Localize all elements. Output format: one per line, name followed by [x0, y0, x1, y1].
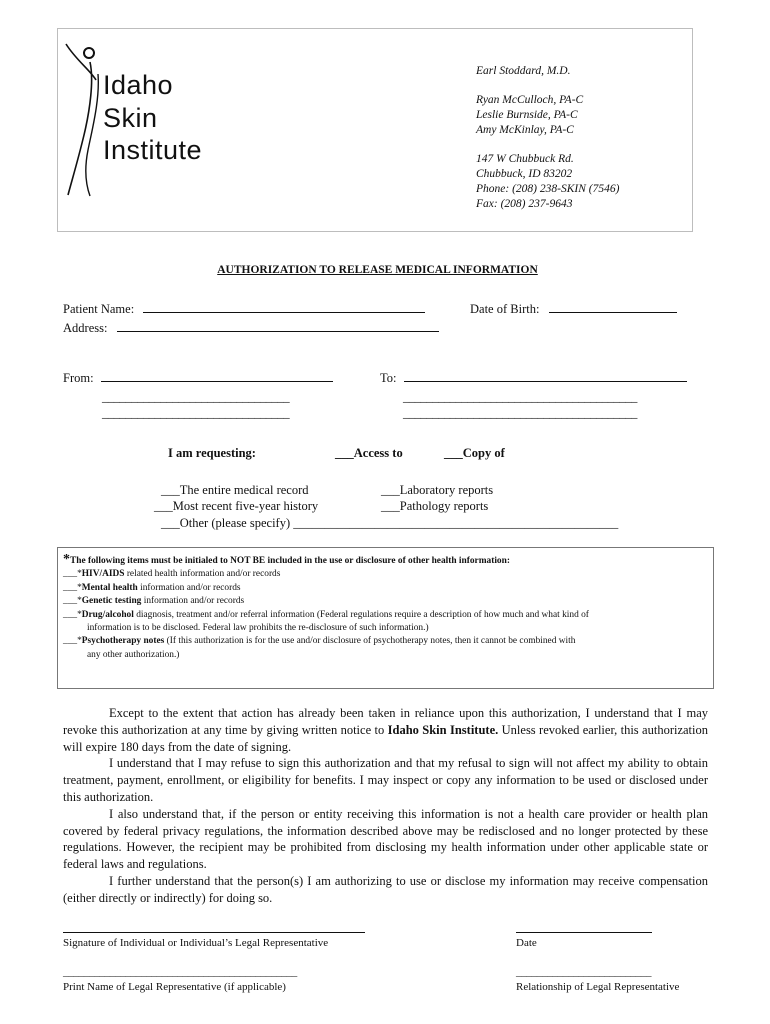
exclusion-item-genetic-testing[interactable]: ___*Genetic testing information and/or records	[63, 596, 245, 607]
exclusions-heading	[63, 553, 708, 568]
terms-paragraph-redisclosure: I also understand that, if the person or entity receiving this information is not a health care provider or health plan covered by federal privacy regulations, the information described above may be redisclosed and no longer protected by these regulations. However, the recipient may be prohibited from disclosing my health information under other applicable state or federal laws and regulations.	[63, 806, 708, 872]
clinic-info	[476, 64, 619, 212]
patient-name-label: Patient Name:	[63, 302, 135, 316]
address-label: Address:	[63, 321, 108, 335]
terms-paragraph-revoke: Except to the extent that action has already been taken in reliance upon this authorization, I understand that I may revoke this authorization at any time by giving written notice to Idaho Skin Institute. Unless revoked earlier, this authorization will expire 180 days from the date of signing.	[63, 706, 709, 754]
exclusion-item-drug-alcohol[interactable]: ___*Drug/alcohol diagnosis, treatment and/or referral information (Federal regulations require a description of how much and what kind of	[63, 609, 589, 620]
clinic-address-street: 147 W Chubbuck Rd.	[476, 153, 574, 165]
authorization-terms	[63, 705, 708, 907]
from-label: From:	[63, 371, 94, 385]
from-row	[63, 370, 333, 386]
pa-name: Leslie Burnside, PA-C	[476, 109, 578, 121]
print-name-field[interactable]: _____________________________________________	[63, 966, 298, 978]
pa-name: Ryan McCulloch, PA-C	[476, 94, 584, 106]
form-title: AUTHORIZATION TO RELEASE MEDICAL INFORMATION	[217, 264, 538, 276]
copy-of-option[interactable]: ___Copy of	[444, 446, 505, 460]
patient-name-row	[63, 301, 425, 317]
clinic-fax: Fax: (208) 237-9643	[476, 198, 573, 210]
exclusions-heading-text: The following items must be initialed to NOT BE included in the use or disclosure of other health information:	[70, 556, 510, 566]
laboratory-reports-option[interactable]: ___Laboratory reports	[381, 483, 494, 497]
entire-record-option[interactable]: ___The entire medical record	[161, 483, 309, 497]
from-field-line2[interactable]: ________________________________	[102, 390, 290, 404]
to-row	[380, 370, 687, 386]
to-label: To:	[380, 371, 397, 385]
signature-field[interactable]	[63, 932, 365, 933]
relationship-label: Relationship of Legal Representative	[516, 981, 680, 993]
doctor-name: Earl Stoddard, M.D.	[476, 65, 571, 77]
dob-label: Date of Birth:	[470, 302, 540, 316]
print-name-label: Print Name of Legal Representative (if applicable)	[63, 981, 286, 993]
from-field-line3[interactable]: ________________________________	[102, 406, 290, 420]
five-year-history-option[interactable]: ___Most recent five-year history	[154, 499, 319, 513]
exclusion-item-psychotherapy-cont: any other authorization.)	[87, 649, 180, 660]
exclusion-item-psychotherapy[interactable]: ___*Psychotherapy notes (If this authorization is for the use and/or disclosure of psychotherapy notes, then it cannot be combined with	[63, 636, 576, 647]
requesting-label: I am requesting:	[168, 446, 256, 460]
pathology-reports-option[interactable]: ___Pathology reports	[381, 499, 489, 513]
asterisk-mark: *	[63, 552, 70, 567]
pa-name: Amy McKinlay, PA-C	[476, 124, 574, 136]
address-row	[63, 320, 439, 336]
terms-paragraph-compensation: I further understand that the person(s) I am authorizing to use or disclose my information may receive compensation (either directly or indirectly) for doing so.	[63, 873, 708, 905]
exclusion-item-drug-alcohol-cont: information is to be disclosed. Federal law prohibits the re-disclosure of such information.)	[87, 623, 429, 634]
patient-name-field[interactable]	[143, 301, 425, 313]
logo-text-skin: Skin	[103, 103, 158, 133]
date-field[interactable]	[516, 932, 652, 933]
terms-paragraph-refuse: I understand that I may refuse to sign this authorization and that my refusal to sign will not affect my ability to obtain treatment, payment, enrollment, or eligibility for benefits. I may inspect or copy any information to be used or disclosed under this authorization.	[63, 756, 708, 804]
clinic-address-city: Chubbuck, ID 83202	[476, 168, 573, 180]
exclusions-content	[63, 553, 708, 662]
dob-row	[470, 301, 677, 317]
access-to-option[interactable]: ___Access to	[335, 446, 403, 460]
relationship-field[interactable]: __________________________	[516, 966, 652, 978]
to-field-line3[interactable]: ________________________________________	[403, 406, 638, 420]
signature-label: Signature of Individual or Individual’s Legal Representative	[63, 937, 329, 949]
clinic-phone: Phone: (208) 238-SKIN (7546)	[476, 183, 620, 195]
logo-text-idaho: Idaho	[103, 70, 174, 100]
dob-field[interactable]	[549, 301, 677, 313]
logo-text-institute: Institute	[103, 135, 203, 165]
to-field-line2[interactable]: ________________________________________	[403, 390, 638, 404]
logo-figure-icon	[60, 40, 104, 200]
to-field[interactable]	[404, 370, 687, 382]
other-specify-option[interactable]: ___Other (please specify) ____________________________________________________	[161, 516, 619, 530]
from-field[interactable]	[101, 370, 333, 382]
exclusion-item-hiv[interactable]: ___*HIV/AIDS related health information and/or records	[63, 569, 281, 580]
address-field[interactable]	[117, 320, 439, 332]
exclusion-item-mental-health[interactable]: ___*Mental health information and/or records	[63, 582, 241, 593]
date-label: Date	[516, 937, 537, 949]
